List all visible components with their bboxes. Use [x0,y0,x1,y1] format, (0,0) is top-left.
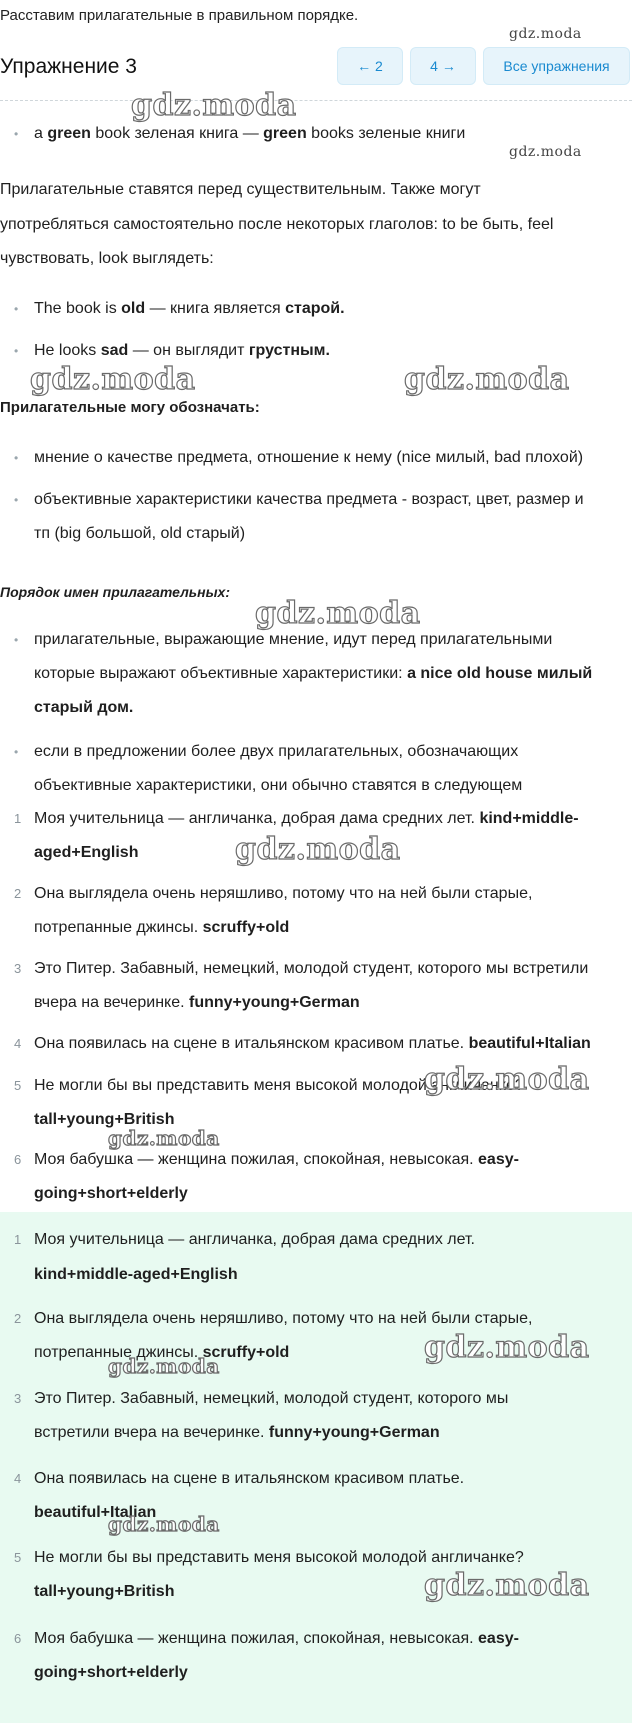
watermark: gdz.moda [131,88,297,123]
answer-line: Она появилась на сцене в итальянском красивом платье. beautiful+Italian [34,1035,591,1052]
watermark: gdz.moda [509,26,582,42]
watermark: gdz.moda [404,362,570,397]
bullet-dot: • [14,302,19,316]
list-number: 1 [14,1232,22,1247]
bullet-dot: • [14,493,19,507]
answer-line: вчера на вечеринке. funny+young+German [34,994,360,1011]
example-line: He looks sad — он выглядит грустным. [34,342,330,359]
section-label: Порядок имен прилагательных: [0,584,230,600]
answer-line: Не могли бы вы представить меня высокой молодой англичанке? [34,1549,524,1566]
list-number: 3 [14,1391,22,1406]
header-divider [0,100,632,101]
list-item: старый дом. [34,699,134,716]
answer-line: Она выглядела очень неряшливо, потому что на ней были старые, [34,1310,533,1327]
list-number: 5 [14,1550,22,1565]
list-number: 3 [14,961,22,976]
list-item: мнение о качестве предмета, отношение к нему (nice милый, bad плохой) [34,449,584,466]
bullet-dot: • [14,344,19,358]
answer-line: Моя учительница — англичанка, добрая дама средних лет. kind+middle- [34,810,579,827]
list-number: 1 [14,811,22,826]
list-number: 4 [14,1036,22,1051]
watermark: gdz.moda [509,144,582,160]
answer-line: Это Питер. Забавный, немецкий, молодой студент, которого мы встретили [34,960,589,977]
next-exercise-button[interactable]: 4 → [410,47,476,85]
intro-text: Расставим прилагательные в правильном порядке. [0,7,359,24]
list-number: 6 [14,1631,22,1646]
watermark: gdz.moda [30,362,196,397]
answer-line: going+short+elderly [34,1185,188,1202]
watermark: gdz.moda [235,832,401,867]
prev-exercise-button[interactable]: ← 2 [337,47,403,85]
list-number: 2 [14,1311,22,1326]
list-number: 4 [14,1471,22,1486]
answer-line: tall+young+British [34,1583,175,1600]
list-number: 2 [14,886,22,901]
answer-line: потрепанные джинсы. scruffy+old [34,1344,290,1361]
watermark: gdz.moda [108,1512,220,1536]
bullet-dot: • [14,451,19,465]
bullet-dot: • [14,127,19,141]
watermark: gdz.moda [424,1330,590,1365]
page-title: Упражнение 3 [0,55,137,78]
bullet-dot: • [14,633,19,647]
answer-line: Моя бабушка — женщина пожилая, спокойная, невысокая. easy- [34,1151,519,1168]
example-line: The book is old — книга является старой. [34,300,345,317]
watermark: gdz.moda [255,596,421,631]
list-item: объективные характеристики, они обычно ставятся в следующем [34,777,523,794]
all-exercises-button[interactable]: Все упражнения [483,47,630,85]
rule-paragraph-line: употребляться самостоятельно после некоторых глаголов: to be быть, feel [0,216,554,233]
answer-line: tall+young+British [34,1111,175,1128]
list-item: которые выражают объективные характеристики: a nice old house милый [34,665,593,682]
example-line: a green book зеленая книга — green books зеленые книги [34,125,466,142]
answer-line: Моя бабушка — женщина пожилая, спокойная, невысокая. easy- [34,1630,519,1647]
list-item: объективные характеристики качества предмета - возраст, цвет, размер и [34,491,584,508]
list-number: 6 [14,1152,22,1167]
answer-line: Не могли бы вы представить меня высокой молодой англичанке? [34,1077,524,1094]
answer-line: aged+English [34,844,139,861]
answer-line: потрепанные джинсы. scruffy+old [34,919,290,936]
watermark: gdz.moda [108,1126,220,1150]
answer-line: beautiful+Italian [34,1504,157,1521]
watermark: gdz.moda [424,1062,590,1097]
answer-line: going+short+elderly [34,1664,188,1681]
list-number: 5 [14,1078,22,1093]
answer-line: Она выглядела очень неряшливо, потому что на ней были старые, [34,885,533,902]
rule-paragraph-line: Прилагательные ставятся перед существительным. Также могут [0,181,481,198]
watermark: gdz.moda [108,1354,220,1378]
answer-line: встретили вчера на вечеринке. funny+young+German [34,1424,440,1441]
list-item: прилагательные, выражающие мнение, идут перед прилагательными [34,631,553,648]
bullet-dot: • [14,745,19,759]
answer-line: Это Питер. Забавный, немецкий, молодой студент, которого мы [34,1390,509,1407]
answer-line: Моя учительница — англичанка, добрая дама средних лет. [34,1231,475,1248]
rule-paragraph-line: чувствовать, look выглядеть: [0,250,214,267]
answer-line: kind+middle-aged+English [34,1266,238,1283]
answer-line: Она появилась на сцене в итальянском красивом платье. [34,1470,465,1487]
section-label: Прилагательные могу обозначать: [0,399,260,416]
list-item: тп (big большой, old старый) [34,525,246,542]
list-item: если в предложении более двух прилагательных, обозначающих [34,743,519,760]
watermark: gdz.moda [424,1568,590,1603]
